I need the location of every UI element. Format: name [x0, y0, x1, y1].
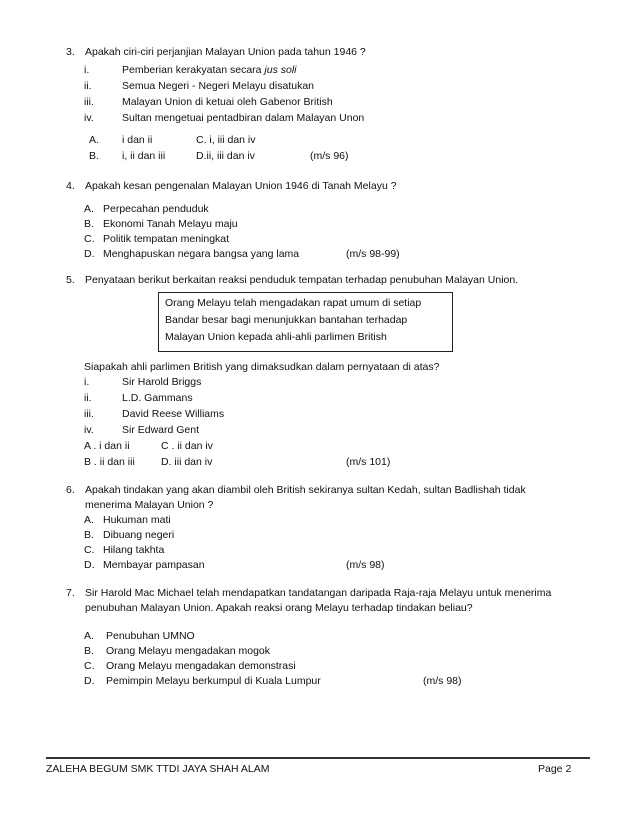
roman-label: i. [84, 64, 90, 76]
page-reference: (m/s 98) [423, 675, 462, 687]
question-stem: Apakah ciri-ciri perjanjian Malayan Union pada tahun 1946 ? [85, 46, 366, 58]
footer-author: ZALEHA BEGUM SMK TTDI JAYA SHAH ALAM [46, 763, 270, 775]
option-letter: D. [84, 559, 95, 571]
question-stem: Apakah kesan pengenalan Malayan Union 1946 di Tanah Melayu ? [85, 180, 397, 192]
option-text: B . ii dan iii [84, 456, 135, 468]
option-text: i, ii dan iii [122, 150, 166, 162]
item-text: Sultan mengetuai pentadbiran dalam Malayan Unon [122, 112, 365, 124]
option-letter: C. [84, 233, 95, 245]
option-text: i dan ii [122, 134, 153, 146]
question-number: 5. [66, 274, 75, 286]
question-number: 7. [66, 587, 75, 599]
roman-label: iv. [84, 112, 94, 124]
question-number: 3. [66, 46, 75, 58]
option-text: D. iii dan iv [161, 456, 213, 468]
statement-line: Bandar besar bagi menunjukkan bantahan terhadap [165, 314, 408, 326]
option-text: Orang Melayu mengadakan demonstrasi [106, 660, 296, 672]
option-text: Pemimpin Melayu berkumpul di Kuala Lumpur [106, 675, 321, 687]
item-text: Malayan Union di ketuai oleh Gabenor British [122, 96, 333, 108]
question-stem: penubuhan Malayan Union. Apakah reaksi orang Melayu terhadap tindakan beliau? [85, 602, 473, 614]
option-letter: B. [84, 529, 94, 541]
option-text: Perpecahan penduduk [103, 203, 209, 215]
option-text: D.ii, iii dan iv [196, 150, 255, 162]
item-text: Sir Edward Gent [122, 424, 200, 436]
statement-line: Malayan Union kepada ahli-ahli parlimen British [165, 331, 387, 343]
page-reference: (m/s 98) [346, 559, 385, 571]
roman-label: iv. [84, 424, 94, 436]
item-text: David Reese Williams [122, 408, 225, 420]
roman-label: ii. [84, 80, 92, 92]
question-stem: Penyataan berikut berkaitan reaksi penduduk tempatan terhadap penubuhan Malayan Union. [85, 274, 519, 286]
option-letter: A. [89, 134, 99, 146]
roman-label: ii. [84, 392, 92, 404]
question-stem: Apakah tindakan yang akan diambil oleh British sekiranya sultan Kedah, sultan Badlishah tidak [85, 484, 526, 496]
roman-label: iii. [84, 408, 94, 420]
option-text: Politik tempatan meningkat [103, 233, 230, 245]
page-reference: (m/s 98-99) [346, 248, 400, 260]
question-stem: Sir Harold Mac Michael telah mendapatkan tandatangan daripada Raja-raja Melayu untuk menerima [85, 587, 552, 599]
option-text: C . ii dan iv [161, 440, 213, 452]
option-letter: D. [84, 675, 95, 687]
option-letter: B. [84, 218, 94, 230]
option-text: C. i, iii dan iv [196, 134, 256, 146]
option-text: Penubuhan UMNO [106, 630, 195, 642]
statement-box [158, 292, 453, 352]
option-text: Hilang takhta [103, 544, 165, 556]
option-text: Menghapuskan negara bangsa yang lama [103, 248, 300, 260]
item-text: L.D. Gammans [122, 392, 193, 404]
option-letter: C. [84, 660, 95, 672]
page-reference: (m/s 96) [310, 150, 349, 162]
option-letter: B. [84, 645, 94, 657]
item-italic-text: jus soli [264, 64, 297, 76]
option-text: Orang Melayu mengadakan mogok [106, 645, 271, 657]
option-text: A . i dan ii [84, 440, 130, 452]
option-letter: B. [89, 150, 99, 162]
option-text: Hukuman mati [103, 514, 171, 526]
roman-label: i. [84, 376, 90, 388]
item-text: Sir Harold Briggs [122, 376, 202, 388]
page-reference: (m/s 101) [346, 456, 391, 468]
option-letter: A. [84, 630, 94, 642]
roman-label: iii. [84, 96, 94, 108]
option-letter: A. [84, 203, 94, 215]
question-stem: menerima Malayan Union ? [85, 499, 214, 511]
question-number: 6. [66, 484, 75, 496]
option-letter: C. [84, 544, 95, 556]
option-text: Ekonomi Tanah Melayu maju [103, 218, 238, 230]
item-text: Semua Negeri - Negeri Melayu disatukan [122, 80, 315, 92]
footer-divider [46, 757, 590, 759]
option-text: Membayar pampasan [103, 559, 205, 571]
statement-line: Orang Melayu telah mengadakan rapat umum di setiap [165, 297, 422, 309]
option-letter: D. [84, 248, 95, 260]
option-letter: A. [84, 514, 94, 526]
page-number: Page 2 [538, 763, 572, 775]
option-text: Dibuang negeri [103, 529, 175, 541]
sub-question: Siapakah ahli parlimen British yang dimaksudkan dalam pernyataan di atas? [84, 361, 440, 373]
question-number: 4. [66, 180, 75, 192]
item-text: Pemberian kerakyatan secara jus soli [122, 64, 297, 76]
